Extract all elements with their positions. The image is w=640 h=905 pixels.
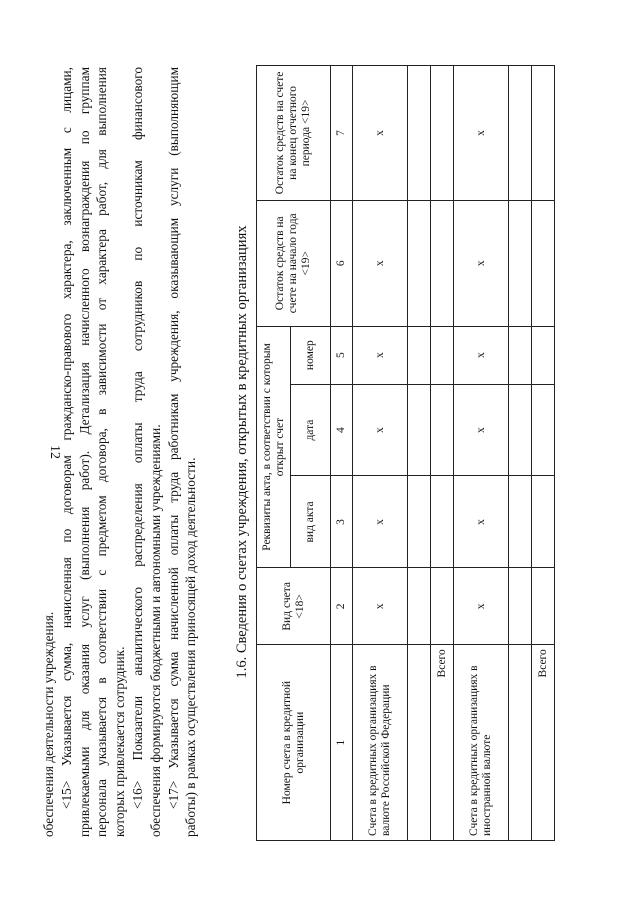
- accounts-table: [256, 65, 555, 841]
- table-cell: [509, 645, 532, 841]
- table-row: [408, 66, 431, 841]
- table-cell: [408, 568, 431, 645]
- table-cell: [509, 66, 532, 201]
- table-row: [509, 66, 532, 841]
- column-number: 7: [331, 66, 353, 201]
- table-cell: [509, 568, 532, 645]
- column-numbers-row: [331, 66, 353, 841]
- total-label: Всего: [431, 645, 454, 841]
- table-cell: x: [353, 66, 408, 201]
- table-cell: x: [353, 326, 408, 384]
- column-number: 5: [331, 326, 353, 384]
- rotated-page-content: [40, 57, 600, 847]
- table-cell: [509, 200, 532, 326]
- table-cell: [509, 326, 532, 384]
- table-cell: [532, 384, 555, 476]
- footnote-15-line-3: персонала указывается в соответствии с предметом договора, в зависимости от характера работ, для выполнения: [94, 67, 110, 837]
- header-account-type: Вид счета <18>: [257, 568, 331, 645]
- footnote-16-line-2: обеспечения формируются бюджетными и автономными учреждениями.: [147, 424, 163, 837]
- column-number: 3: [331, 476, 353, 568]
- row-label: Счета в кредитных организациях в иностранной валюте: [454, 645, 509, 841]
- table-cell: [431, 476, 454, 568]
- footnote-17-line-2: работы) в рамках осуществления приносящей доход деятельности.: [183, 457, 199, 837]
- total-row: [431, 66, 454, 841]
- table-cell: [532, 326, 555, 384]
- column-number: 1: [331, 645, 353, 841]
- table-cell: [408, 200, 431, 326]
- table-row: [454, 66, 509, 841]
- table-cell: x: [454, 200, 509, 326]
- table-cell: x: [353, 384, 408, 476]
- table-cell: [532, 200, 555, 326]
- table-cell: x: [454, 384, 509, 476]
- table-cell: x: [454, 66, 509, 201]
- total-label: Всего: [532, 645, 555, 841]
- column-number: 2: [331, 568, 353, 645]
- table-cell: [431, 200, 454, 326]
- table-cell: x: [454, 568, 509, 645]
- table-cell: [509, 476, 532, 568]
- column-number: 6: [331, 200, 353, 326]
- table-cell: [532, 568, 555, 645]
- table-cell: [431, 326, 454, 384]
- row-label: Счета в кредитных организациях в валюте Российской Федерации: [353, 645, 408, 841]
- table-cell: [408, 476, 431, 568]
- footnotes-block: [40, 67, 200, 837]
- table-row: [353, 66, 408, 841]
- table-cell: [532, 476, 555, 568]
- table-cell: [408, 384, 431, 476]
- table-cell: x: [353, 200, 408, 326]
- table-cell: x: [353, 568, 408, 645]
- table-cell: [408, 645, 431, 841]
- table-cell: [408, 326, 431, 384]
- footnote-15-line-4: которых привлекается сотрудник.: [112, 646, 128, 837]
- column-number: 4: [331, 384, 353, 476]
- header-balance-start: Остаток средств на счете на начало года <19>: [257, 200, 331, 326]
- footnote-16-line-1: <16> Показатели аналитического распределения оплаты труда сотрудников по источникам финансового: [129, 67, 145, 809]
- table-cell: x: [454, 476, 509, 568]
- section-title: 1.6. Сведения о счетах учреждения, открытых в кредитных организациях: [234, 225, 250, 679]
- footnote-17-line-1: <17> Указывается сумма начисленной оплаты труда работникам учреждения, оказывающим услуги (выполняющим: [165, 67, 181, 809]
- footnote-15-line-2: привлекаемыми для оказания услуг (выполнения работ). Детализация начисленного вознаграждения по группам: [76, 67, 92, 837]
- footnote-15-line-1: <15> Указывается сумма, начисленная по договорам гражданско-правового характера, заключенным с лицами,: [58, 67, 74, 809]
- header-account-number: Номер счета в кредитной организации: [257, 645, 331, 841]
- table-cell: [431, 66, 454, 201]
- table-cell: x: [353, 476, 408, 568]
- header-act-type: вид акта: [291, 476, 331, 568]
- table-cell: [431, 384, 454, 476]
- table-cell: [431, 568, 454, 645]
- table-cell: [532, 66, 555, 201]
- header-act-date: дата: [291, 384, 331, 476]
- footnote-line: обеспечения деятельности учреждения.: [41, 611, 56, 837]
- table-cell: [509, 384, 532, 476]
- page-number: 12: [47, 445, 62, 459]
- table-cell: [408, 66, 431, 201]
- table-cell: x: [454, 326, 509, 384]
- total-row: [532, 66, 555, 841]
- header-balance-end: Остаток средств на счете на конец отчетного периода <19>: [257, 66, 331, 201]
- header-act-number: номер: [291, 326, 331, 384]
- header-act-details: Реквизиты акта, в соответствии с которым открыт счет: [257, 326, 291, 568]
